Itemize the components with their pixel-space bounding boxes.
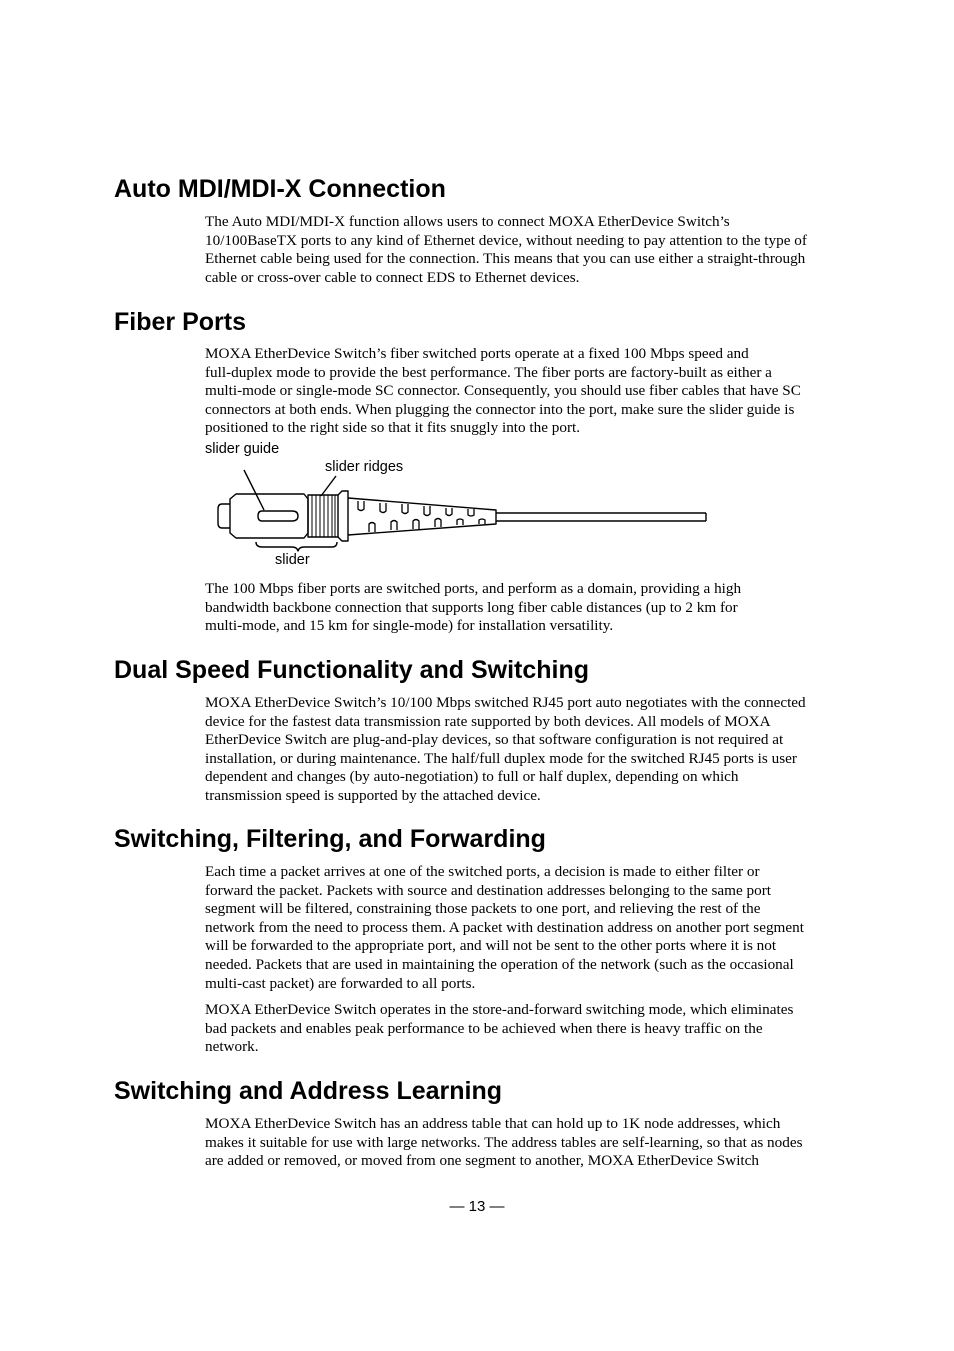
text-line: needed. Packets that are used in maintaining the operation of the network (such as the occasional — [205, 955, 794, 973]
text-line: 10/100BaseTX ports to any kind of Ethernet device, without needing to pay attention to the type of — [205, 231, 807, 249]
boot-slots — [358, 501, 485, 532]
heading-auto-mdi: Auto MDI/MDI-X Connection — [114, 175, 446, 203]
paragraph-auto-mdi — [205, 213, 845, 287]
pointer-slider-guide — [244, 470, 264, 510]
text-line: EtherDevice Switch are plug-and-play devices, so that software configuration is not required at — [205, 731, 784, 749]
ferrule-tip — [218, 504, 230, 528]
text-line: positioned to the right side so that it fits snuggly into the port. — [205, 419, 581, 437]
text-line: MOXA EtherDevice Switch has an address table that can hold up to 1K node addresses, which — [205, 1115, 781, 1132]
text-line: will be forwarded to the appropriate port, and will not be sent to the other ports where it is not — [205, 937, 777, 955]
text-line: bandwidth backbone connection that supports long fiber cable distances (up to 2 km for — [205, 598, 738, 616]
label-slider-guide: slider guide — [205, 441, 280, 457]
slider-guide-slot — [258, 511, 298, 521]
text-line: Ethernet cable being used for the connection. This means that you can use either a straight-through — [205, 250, 806, 268]
strain-relief-boot — [348, 498, 496, 535]
fiber-connector-figure — [200, 438, 720, 574]
heading-dual-speed: Dual Speed Functionality and Switching — [114, 656, 590, 684]
paragraph-fiber-ports-2 — [205, 580, 845, 636]
text-line: multi-mode or single-mode SC connector. Consequently, you should use fiber cables that have SC — [205, 382, 801, 400]
text-line: The Auto MDI/MDI-X function allows users to connect MOXA EtherDevice Switch’s — [205, 213, 730, 230]
text-line: segment will be filtered, constraining those packets to one port, and relieving the rest of the — [205, 900, 761, 918]
paragraph-switching-filtering — [205, 863, 845, 993]
text-line: MOXA EtherDevice Switch operates in the store-and-forward switching mode, which eliminates — [205, 1001, 794, 1018]
text-line: network from the need to process them. A packet with destination address on another port segment — [205, 918, 804, 936]
text-line: Each time a packet arrives at one of the switched ports, a decision is made to either filter or — [205, 863, 760, 880]
page-number: — 13 — — [449, 1198, 505, 1215]
text-line: MOXA EtherDevice Switch’s 10/100 Mbps switched RJ45 port auto negotiates with the connected — [205, 694, 806, 711]
heading-fiber-ports: Fiber Ports — [114, 308, 246, 336]
text-line: cable or cross-over cable to connect EDS to Ethernet devices. — [205, 268, 580, 286]
collar — [338, 491, 348, 541]
text-line: full-duplex mode to provide the best performance. The fiber ports are factory-built as either a — [205, 363, 772, 381]
text-line: makes it suitable for use with large networks. The address tables are self-learning, so that as nodes — [205, 1133, 803, 1151]
connector-body — [230, 494, 308, 538]
text-line: multi-mode, and 15 km for single-mode) for installation versatility. — [205, 617, 614, 635]
paragraph-fiber-ports — [205, 345, 845, 438]
slider-brace — [256, 542, 337, 551]
paragraph-address-learning — [205, 1115, 845, 1171]
text-line: bad packets and enables peak performance to be achieved when there is heavy traffic on the — [205, 1019, 763, 1037]
text-line: forward the packet. Packets with source and destination addresses belonging to the same port — [205, 881, 771, 899]
text-line: MOXA EtherDevice Switch’s fiber switched ports operate at a fixed 100 Mbps speed and — [205, 345, 749, 362]
text-line: dependent and changes (by auto-negotiation) to full or half duplex, depending on which — [205, 768, 739, 786]
text-line: transmission speed is supported by the attached device. — [205, 786, 541, 804]
text-line: device for the fastest data transmission rate supported by both devices. All models of MOXA — [205, 712, 771, 730]
paragraph-dual-speed — [205, 694, 845, 806]
text-line: installation, or during maintenance. The half/full duplex mode for the switched RJ45 ports is user — [205, 749, 797, 767]
text-line: network. — [205, 1038, 259, 1056]
paragraph-store-and-forward — [205, 1001, 845, 1057]
text-line: are added or removed, or moved from one segment to another, MOXA EtherDevice Switch — [205, 1152, 759, 1170]
text-line: connectors at both ends. When plugging the connector into the port, make sure the slider guide is — [205, 400, 795, 418]
text-line: multi-cast packet) are forwarded to all ports. — [205, 974, 476, 992]
pointer-slider-ridges — [321, 476, 336, 496]
text-line: The 100 Mbps fiber ports are switched ports, and perform as a domain, providing a high — [205, 580, 742, 597]
heading-address-learning: Switching and Address Learning — [114, 1077, 503, 1105]
heading-switching-filtering: Switching, Filtering, and Forwarding — [114, 825, 546, 853]
label-slider-ridges: slider ridges — [325, 459, 404, 475]
label-slider: slider — [275, 552, 310, 568]
